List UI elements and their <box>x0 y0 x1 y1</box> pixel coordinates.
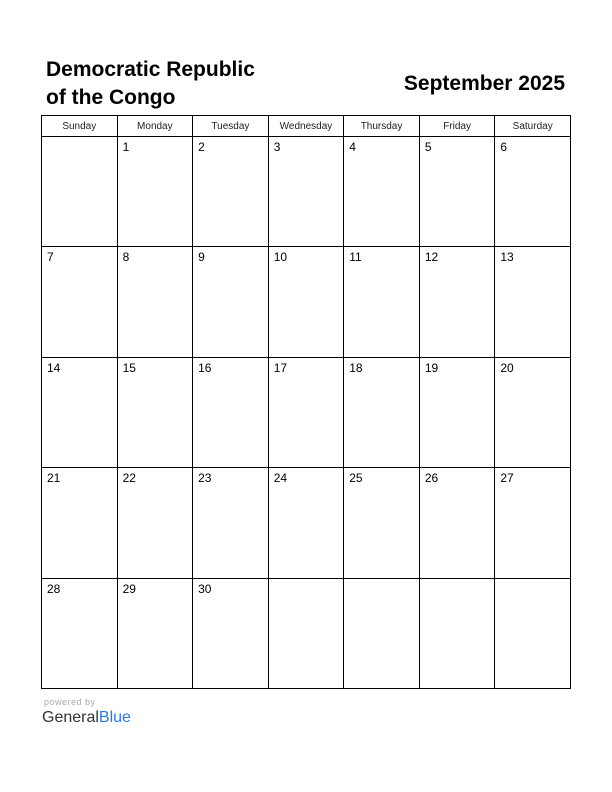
day-cell: 3 <box>268 137 344 247</box>
day-cell <box>42 137 118 247</box>
day-cell: 30 <box>193 578 269 688</box>
day-cell: 24 <box>268 468 344 578</box>
brand-blue: Blue <box>98 709 131 726</box>
day-cell: 13 <box>495 247 571 357</box>
weekday-wednesday: Wednesday <box>268 116 344 137</box>
day-cell: 9 <box>193 247 269 357</box>
brand-general: General <box>42 709 99 726</box>
country-title-line2: of the Congo <box>46 86 176 109</box>
day-cell: 23 <box>193 468 269 578</box>
footer-branding <box>42 696 131 728</box>
weekday-saturday: Saturday <box>495 116 571 137</box>
day-cell: 1 <box>117 137 193 247</box>
weekday-friday: Friday <box>419 116 495 137</box>
calendar-grid <box>41 115 571 689</box>
day-cell: 5 <box>419 137 495 247</box>
day-cell: 14 <box>42 357 118 467</box>
day-cell: 11 <box>344 247 420 357</box>
day-cell: 21 <box>42 468 118 578</box>
day-cell: 18 <box>344 357 420 467</box>
day-cell: 10 <box>268 247 344 357</box>
day-cell <box>268 578 344 688</box>
day-cell: 12 <box>419 247 495 357</box>
week-row-1 <box>42 137 571 247</box>
weekday-thursday: Thursday <box>344 116 420 137</box>
day-cell <box>419 578 495 688</box>
day-cell: 19 <box>419 357 495 467</box>
weekday-header-row <box>42 116 571 137</box>
day-cell: 26 <box>419 468 495 578</box>
day-cell <box>495 578 571 688</box>
country-title-line1: Democratic Republic <box>46 58 255 81</box>
day-cell: 17 <box>268 357 344 467</box>
day-cell: 28 <box>42 578 118 688</box>
day-cell: 2 <box>193 137 269 247</box>
country-title <box>46 56 286 112</box>
week-row-5 <box>42 578 571 688</box>
day-cell <box>344 578 420 688</box>
weekday-monday: Monday <box>117 116 193 137</box>
day-cell: 25 <box>344 468 420 578</box>
week-row-2 <box>42 247 571 357</box>
day-cell: 22 <box>117 468 193 578</box>
month-title: September 2025 <box>403 72 565 95</box>
day-cell: 7 <box>42 247 118 357</box>
week-row-3 <box>42 357 571 467</box>
weekday-sunday: Sunday <box>42 116 118 137</box>
weekday-tuesday: Tuesday <box>193 116 269 137</box>
day-cell: 4 <box>344 137 420 247</box>
day-cell: 6 <box>495 137 571 247</box>
day-cell: 15 <box>117 357 193 467</box>
day-cell: 20 <box>495 357 571 467</box>
day-cell: 8 <box>117 247 193 357</box>
day-cell: 16 <box>193 357 269 467</box>
generalblue-logo[interactable] <box>42 708 131 728</box>
day-cell: 27 <box>495 468 571 578</box>
week-row-4 <box>42 468 571 578</box>
powered-by-text: powered by <box>44 697 96 707</box>
day-cell: 29 <box>117 578 193 688</box>
